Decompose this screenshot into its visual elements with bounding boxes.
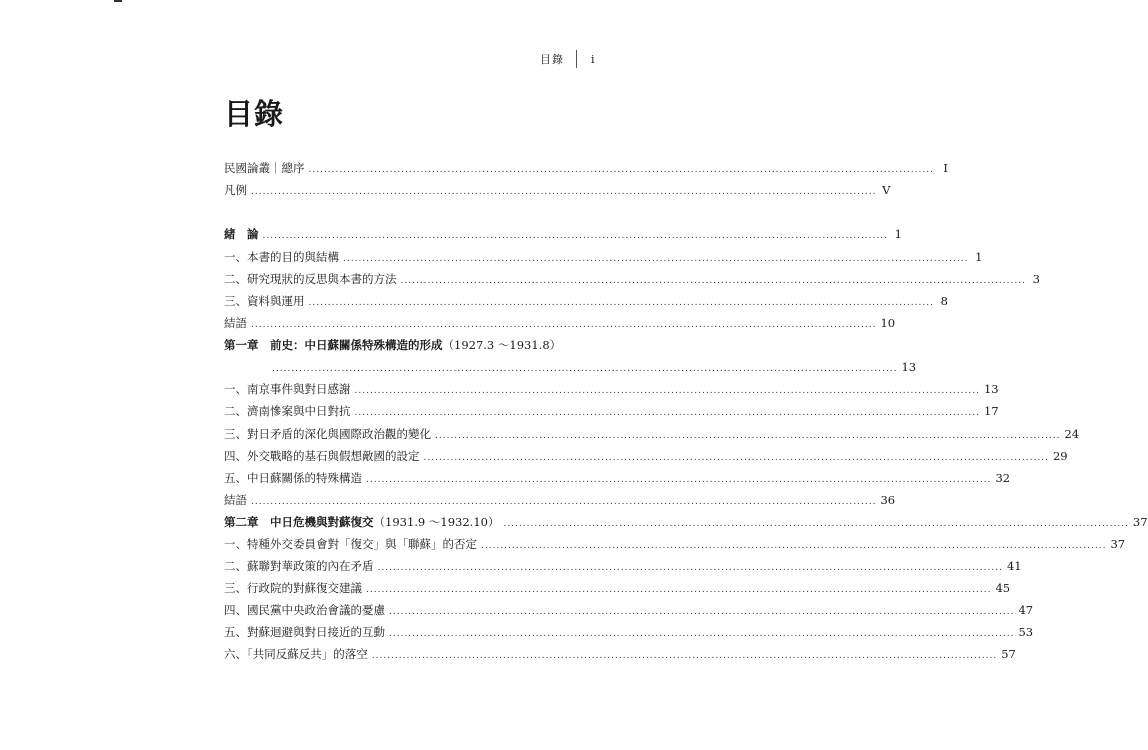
toc-dot-leader: ..................................................................................................................................................................: [481, 541, 1107, 551]
toc-dot-leader: ..................................................................................................................................................................: [272, 364, 898, 374]
toc-page-number: 1: [975, 250, 983, 264]
toc-entry: [224, 401, 999, 421]
running-head-title: 目錄: [540, 53, 564, 66]
crop-mark: [114, 0, 122, 2]
toc-entry: [224, 379, 999, 399]
toc-entry: [224, 556, 1022, 576]
toc-entry-label: 二、研究現狀的反思與本書的方法: [224, 272, 397, 286]
toc-entry-label: 結語: [224, 493, 247, 507]
toc-entry-label: 一、特種外交委員會對「復交」與「聯蘇」的否定: [224, 537, 477, 551]
toc-dot-leader: ..................................................................................................................................................................: [308, 298, 934, 308]
toc-page-number: 13: [983, 382, 999, 396]
toc-entry: [224, 600, 1034, 620]
toc-dot-leader: ..................................................................................................................................................................: [262, 231, 888, 241]
toc-entry: [224, 622, 1034, 642]
toc-entry: [224, 269, 1040, 289]
toc-dot-leader: ..................................................................................................................................................................: [308, 165, 934, 175]
toc-dot-leader: ..................................................................................................................................................................: [251, 320, 877, 330]
toc-page-number: 17: [983, 404, 999, 418]
toc-entry-label: 一、本書的目的與結構: [224, 250, 339, 264]
toc-chapter-entry: [224, 224, 902, 244]
page-title: 目錄: [224, 97, 285, 131]
running-head-divider: [576, 50, 577, 68]
toc-entry: [224, 357, 917, 377]
toc-entry-label: 四、國民黨中央政治會議的憂慮: [224, 603, 385, 617]
toc-dot-leader: ..................................................................................................................................................................: [503, 519, 1129, 529]
toc-page-number: I: [943, 161, 948, 175]
toc-entry-label: 五、對蘇迴避與對日接近的互動: [224, 625, 385, 639]
toc-dot-leader: ..................................................................................................................................................................: [354, 386, 980, 396]
toc-dot-leader: ..................................................................................................................................................................: [389, 629, 1015, 639]
toc-dot-leader: ..................................................................................................................................................................: [354, 408, 980, 418]
toc-entry-label: 民國論叢｜總序: [224, 161, 305, 175]
toc-dot-leader: ..................................................................................................................................................................: [423, 453, 1049, 463]
toc-entry-date-range: （1931.9 ～1932.10）: [373, 515, 500, 529]
toc-page-number: 8: [940, 294, 948, 308]
toc-entry-label: 三、對日矛盾的深化與國際政治觀的變化: [224, 427, 431, 441]
toc-dot-leader: ..................................................................................................................................................................: [366, 585, 992, 595]
toc-entry: [224, 468, 1011, 488]
toc-entry: [224, 490, 896, 510]
toc-entry-label: 六、「共同反蘇反共」的落空: [224, 647, 368, 661]
toc-entry-label: 結語: [224, 316, 247, 330]
toc-entry: [224, 247, 983, 267]
running-head-page-number: i: [591, 52, 595, 66]
toc-entry: [224, 578, 1011, 598]
toc-entry: [224, 291, 948, 311]
toc-dot-leader: ..................................................................................................................................................................: [389, 607, 1015, 617]
toc-entry-label: 第二章 中日危機與對蘇復交: [224, 515, 374, 529]
toc-page-number: 1: [894, 227, 902, 241]
toc-page-number: 24: [1064, 427, 1080, 441]
table-of-contents: [224, 0, 1148, 750]
toc-entry-label: 凡例: [224, 183, 247, 197]
toc-entry-label: 五、中日蘇關係的特殊構造: [224, 471, 362, 485]
toc-entry-label: 緒 論: [224, 227, 259, 241]
toc-entry-label: 四、外交戰略的基石與假想敵國的設定: [224, 449, 420, 463]
toc-page-number: 36: [880, 493, 896, 507]
toc-chapter-entry: [224, 512, 1148, 532]
toc-entry-label: 二、蘇聯對華政策的內在矛盾: [224, 559, 374, 573]
toc-chapter-entry: [224, 335, 569, 355]
toc-dot-leader: ..................................................................................................................................................................: [251, 497, 877, 507]
toc-page-number: V: [882, 183, 891, 197]
toc-entry-label: 一、南京事件與對日感謝: [224, 382, 351, 396]
toc-page-number: 29: [1052, 449, 1068, 463]
toc-dot-leader: ..................................................................................................................................................................: [366, 475, 992, 485]
toc-page-number: 10: [880, 316, 896, 330]
toc-entry: [224, 313, 896, 333]
toc-dot-leader: ..................................................................................................................................................................: [435, 431, 1061, 441]
toc-page-number: 32: [995, 471, 1011, 485]
toc-page-number: 37: [1132, 515, 1148, 529]
toc-entry: [224, 424, 1080, 444]
toc-entry: [224, 180, 891, 200]
toc-dot-leader: ..................................................................................................................................................................: [251, 187, 877, 197]
toc-entry: [224, 446, 1068, 466]
toc-dot-leader: ..................................................................................................................................................................: [343, 254, 969, 264]
toc-page-number: 13: [901, 360, 917, 374]
toc-entry: [224, 534, 1126, 554]
toc-dot-leader: ..................................................................................................................................................................: [377, 563, 1003, 573]
toc-entry-label: 二、濟南慘案與中日對抗: [224, 404, 351, 418]
toc-page-number: 57: [1001, 647, 1016, 661]
toc-entry-label: 三、行政院的對蘇復交建議: [224, 581, 362, 595]
toc-page-number: 41: [1006, 559, 1022, 573]
toc-page-number: 37: [1110, 537, 1126, 551]
toc-entry: [224, 644, 1016, 664]
toc-dot-leader: ..................................................................................................................................................................: [400, 276, 1026, 286]
toc-entry-label: 第一章 前史：中日蘇關係特殊構造的形成: [224, 338, 443, 352]
toc-entry: [224, 158, 948, 178]
toc-dot-leader: ..................................................................................................................................................................: [371, 651, 998, 661]
toc-page-number: 47: [1018, 603, 1034, 617]
toc-page-number: 3: [1032, 272, 1040, 286]
toc-page-number: 45: [995, 581, 1011, 595]
toc-entry-label: 三、資料與運用: [224, 294, 305, 308]
toc-entry-date-range: （1927.3 ～1931.8）: [442, 338, 562, 352]
toc-page-number: 53: [1018, 625, 1034, 639]
